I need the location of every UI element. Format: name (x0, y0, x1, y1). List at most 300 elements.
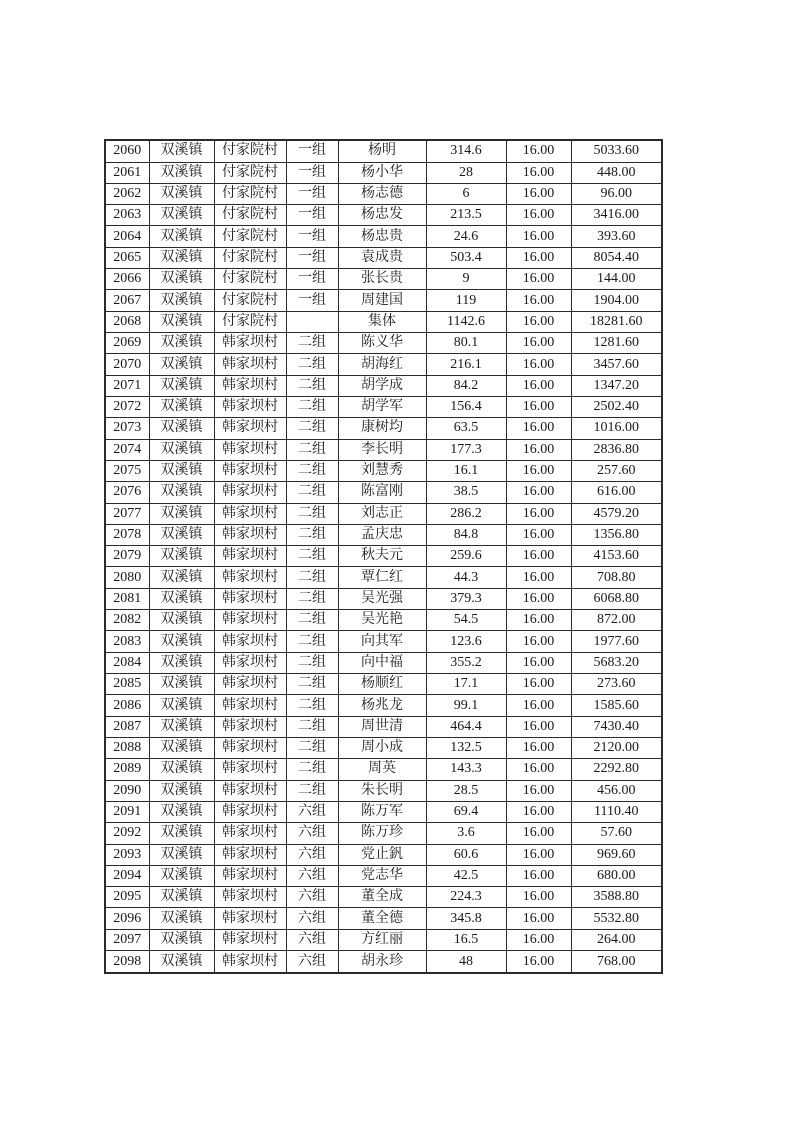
cell-village: 韩家坝村 (214, 887, 286, 908)
cell-amount: 2502.40 (571, 396, 662, 417)
cell-unit-price: 16.00 (506, 674, 571, 695)
cell-amount: 3457.60 (571, 354, 662, 375)
cell-row-id: 2087 (105, 716, 149, 737)
cell-area: 314.6 (426, 140, 506, 162)
cell-area: 80.1 (426, 333, 506, 354)
cell-row-id: 2095 (105, 887, 149, 908)
cell-area: 119 (426, 290, 506, 311)
cell-village: 韩家坝村 (214, 844, 286, 865)
cell-town: 双溪镇 (149, 524, 214, 545)
cell-village: 韩家坝村 (214, 716, 286, 737)
cell-amount: 257.60 (571, 460, 662, 481)
cell-amount: 3416.00 (571, 205, 662, 226)
cell-row-id: 2089 (105, 759, 149, 780)
cell-unit-price: 16.00 (506, 610, 571, 631)
cell-town: 双溪镇 (149, 929, 214, 950)
cell-group: 一组 (286, 140, 338, 162)
cell-town: 双溪镇 (149, 610, 214, 631)
cell-area: 216.1 (426, 354, 506, 375)
cell-group: 二组 (286, 439, 338, 460)
cell-unit-price: 16.00 (506, 737, 571, 758)
cell-name: 周英 (338, 759, 426, 780)
cell-name: 陈富刚 (338, 482, 426, 503)
cell-area: 379.3 (426, 588, 506, 609)
cell-group: 六组 (286, 951, 338, 973)
cell-amount: 18281.60 (571, 311, 662, 332)
cell-row-id: 2091 (105, 801, 149, 822)
cell-group: 二组 (286, 610, 338, 631)
cell-row-id: 2073 (105, 418, 149, 439)
cell-amount: 2120.00 (571, 737, 662, 758)
cell-row-id: 2068 (105, 311, 149, 332)
cell-amount: 96.00 (571, 183, 662, 204)
cell-unit-price: 16.00 (506, 460, 571, 481)
cell-area: 143.3 (426, 759, 506, 780)
table-row (105, 333, 662, 354)
cell-village: 韩家坝村 (214, 567, 286, 588)
cell-village: 韩家坝村 (214, 908, 286, 929)
cell-village: 韩家坝村 (214, 823, 286, 844)
cell-row-id: 2081 (105, 588, 149, 609)
cell-village: 韩家坝村 (214, 333, 286, 354)
cell-row-id: 2082 (105, 610, 149, 631)
cell-area: 54.5 (426, 610, 506, 631)
cell-amount: 7430.40 (571, 716, 662, 737)
cell-unit-price: 16.00 (506, 780, 571, 801)
cell-village: 韩家坝村 (214, 396, 286, 417)
table-row (105, 844, 662, 865)
cell-amount: 1356.80 (571, 524, 662, 545)
cell-name: 覃仁红 (338, 567, 426, 588)
cell-unit-price: 16.00 (506, 567, 571, 588)
cell-town: 双溪镇 (149, 333, 214, 354)
cell-amount: 616.00 (571, 482, 662, 503)
cell-unit-price: 16.00 (506, 951, 571, 973)
cell-area: 213.5 (426, 205, 506, 226)
cell-village: 韩家坝村 (214, 460, 286, 481)
cell-village: 韩家坝村 (214, 588, 286, 609)
cell-row-id: 2085 (105, 674, 149, 695)
cell-village: 韩家坝村 (214, 482, 286, 503)
cell-name: 陈万军 (338, 801, 426, 822)
table-row (105, 418, 662, 439)
cell-unit-price: 16.00 (506, 503, 571, 524)
cell-group: 一组 (286, 226, 338, 247)
cell-amount: 969.60 (571, 844, 662, 865)
cell-amount: 2292.80 (571, 759, 662, 780)
cell-group: 一组 (286, 247, 338, 268)
cell-village: 韩家坝村 (214, 674, 286, 695)
cell-name: 孟庆忠 (338, 524, 426, 545)
table-row (105, 567, 662, 588)
table-row (105, 674, 662, 695)
cell-area: 16.1 (426, 460, 506, 481)
cell-group: 六组 (286, 865, 338, 886)
cell-group: 二组 (286, 695, 338, 716)
cell-name: 吴光强 (338, 588, 426, 609)
table-row (105, 205, 662, 226)
cell-area: 60.6 (426, 844, 506, 865)
cell-name: 杨志德 (338, 183, 426, 204)
cell-town: 双溪镇 (149, 205, 214, 226)
cell-name: 杨顺红 (338, 674, 426, 695)
cell-area: 28 (426, 162, 506, 183)
cell-town: 双溪镇 (149, 140, 214, 162)
cell-town: 双溪镇 (149, 865, 214, 886)
cell-name: 向其军 (338, 631, 426, 652)
cell-group: 二组 (286, 524, 338, 545)
cell-amount: 1585.60 (571, 695, 662, 716)
cell-group: 六组 (286, 908, 338, 929)
cell-amount: 768.00 (571, 951, 662, 973)
cell-row-id: 2069 (105, 333, 149, 354)
cell-area: 503.4 (426, 247, 506, 268)
cell-village: 韩家坝村 (214, 951, 286, 973)
cell-group: 六组 (286, 844, 338, 865)
cell-row-id: 2080 (105, 567, 149, 588)
cell-unit-price: 16.00 (506, 759, 571, 780)
cell-amount: 448.00 (571, 162, 662, 183)
cell-area: 42.5 (426, 865, 506, 886)
cell-area: 16.5 (426, 929, 506, 950)
cell-row-id: 2096 (105, 908, 149, 929)
cell-group: 二组 (286, 588, 338, 609)
cell-name: 康树均 (338, 418, 426, 439)
cell-group: 六组 (286, 801, 338, 822)
cell-row-id: 2064 (105, 226, 149, 247)
cell-row-id: 2078 (105, 524, 149, 545)
cell-name: 杨小华 (338, 162, 426, 183)
subsidy-table (104, 139, 663, 974)
cell-village: 韩家坝村 (214, 418, 286, 439)
cell-village: 韩家坝村 (214, 929, 286, 950)
cell-town: 双溪镇 (149, 247, 214, 268)
cell-amount: 1110.40 (571, 801, 662, 822)
cell-village: 付家院村 (214, 226, 286, 247)
cell-name: 董全德 (338, 908, 426, 929)
table-row (105, 354, 662, 375)
cell-town: 双溪镇 (149, 652, 214, 673)
cell-amount: 264.00 (571, 929, 662, 950)
table-row (105, 716, 662, 737)
cell-area: 177.3 (426, 439, 506, 460)
cell-area: 84.8 (426, 524, 506, 545)
cell-unit-price: 16.00 (506, 524, 571, 545)
cell-town: 双溪镇 (149, 375, 214, 396)
cell-unit-price: 16.00 (506, 482, 571, 503)
cell-town: 双溪镇 (149, 801, 214, 822)
table-row (105, 524, 662, 545)
cell-area: 48 (426, 951, 506, 973)
table-row (105, 759, 662, 780)
cell-name: 胡永珍 (338, 951, 426, 973)
cell-name: 杨忠发 (338, 205, 426, 226)
cell-unit-price: 16.00 (506, 375, 571, 396)
cell-group: 二组 (286, 482, 338, 503)
cell-town: 双溪镇 (149, 418, 214, 439)
cell-row-id: 2061 (105, 162, 149, 183)
cell-unit-price: 16.00 (506, 695, 571, 716)
cell-town: 双溪镇 (149, 674, 214, 695)
cell-area: 123.6 (426, 631, 506, 652)
cell-name: 张长贵 (338, 269, 426, 290)
cell-row-id: 2077 (105, 503, 149, 524)
cell-village: 韩家坝村 (214, 375, 286, 396)
cell-area: 1142.6 (426, 311, 506, 332)
table-row (105, 908, 662, 929)
cell-row-id: 2062 (105, 183, 149, 204)
cell-amount: 57.60 (571, 823, 662, 844)
cell-amount: 456.00 (571, 780, 662, 801)
cell-area: 355.2 (426, 652, 506, 673)
cell-town: 双溪镇 (149, 183, 214, 204)
cell-group: 二组 (286, 759, 338, 780)
cell-amount: 872.00 (571, 610, 662, 631)
cell-row-id: 2079 (105, 546, 149, 567)
cell-group: 二组 (286, 333, 338, 354)
cell-name: 袁成贵 (338, 247, 426, 268)
cell-amount: 4579.20 (571, 503, 662, 524)
cell-unit-price: 16.00 (506, 418, 571, 439)
cell-amount: 8054.40 (571, 247, 662, 268)
table-row (105, 162, 662, 183)
cell-row-id: 2090 (105, 780, 149, 801)
cell-village: 韩家坝村 (214, 546, 286, 567)
cell-group (286, 311, 338, 332)
cell-town: 双溪镇 (149, 354, 214, 375)
table-row (105, 780, 662, 801)
cell-unit-price: 16.00 (506, 226, 571, 247)
cell-area: 464.4 (426, 716, 506, 737)
cell-village: 韩家坝村 (214, 737, 286, 758)
cell-name: 朱长明 (338, 780, 426, 801)
cell-unit-price: 16.00 (506, 823, 571, 844)
cell-name: 刘慧秀 (338, 460, 426, 481)
cell-town: 双溪镇 (149, 631, 214, 652)
cell-village: 韩家坝村 (214, 780, 286, 801)
cell-area: 132.5 (426, 737, 506, 758)
cell-town: 双溪镇 (149, 887, 214, 908)
cell-unit-price: 16.00 (506, 290, 571, 311)
cell-group: 二组 (286, 780, 338, 801)
cell-name: 董全成 (338, 887, 426, 908)
cell-row-id: 2060 (105, 140, 149, 162)
cell-name: 刘志正 (338, 503, 426, 524)
cell-unit-price: 16.00 (506, 354, 571, 375)
table-row (105, 737, 662, 758)
cell-amount: 1977.60 (571, 631, 662, 652)
cell-village: 韩家坝村 (214, 354, 286, 375)
cell-name: 秋夫元 (338, 546, 426, 567)
cell-row-id: 2071 (105, 375, 149, 396)
table-row (105, 631, 662, 652)
cell-unit-price: 16.00 (506, 652, 571, 673)
table-row (105, 311, 662, 332)
cell-row-id: 2072 (105, 396, 149, 417)
cell-town: 双溪镇 (149, 226, 214, 247)
cell-group: 二组 (286, 674, 338, 695)
cell-town: 双溪镇 (149, 439, 214, 460)
table-row (105, 652, 662, 673)
cell-name: 陈万珍 (338, 823, 426, 844)
cell-unit-price: 16.00 (506, 801, 571, 822)
cell-area: 44.3 (426, 567, 506, 588)
cell-town: 双溪镇 (149, 567, 214, 588)
table-row (105, 439, 662, 460)
cell-village: 韩家坝村 (214, 610, 286, 631)
cell-town: 双溪镇 (149, 162, 214, 183)
cell-village: 付家院村 (214, 290, 286, 311)
cell-unit-price: 16.00 (506, 908, 571, 929)
cell-name: 杨兆龙 (338, 695, 426, 716)
cell-name: 胡海红 (338, 354, 426, 375)
cell-amount: 4153.60 (571, 546, 662, 567)
cell-town: 双溪镇 (149, 716, 214, 737)
cell-town: 双溪镇 (149, 482, 214, 503)
cell-unit-price: 16.00 (506, 716, 571, 737)
cell-name: 集体 (338, 311, 426, 332)
subsidy-table-body (105, 140, 662, 973)
cell-row-id: 2084 (105, 652, 149, 673)
cell-unit-price: 16.00 (506, 333, 571, 354)
cell-group: 二组 (286, 503, 338, 524)
cell-area: 259.6 (426, 546, 506, 567)
cell-village: 付家院村 (214, 247, 286, 268)
cell-group: 一组 (286, 205, 338, 226)
cell-unit-price: 16.00 (506, 865, 571, 886)
table-row (105, 801, 662, 822)
cell-town: 双溪镇 (149, 951, 214, 973)
cell-town: 双溪镇 (149, 311, 214, 332)
cell-amount: 6068.80 (571, 588, 662, 609)
cell-group: 二组 (286, 546, 338, 567)
cell-group: 二组 (286, 652, 338, 673)
cell-group: 二组 (286, 737, 338, 758)
table-row (105, 183, 662, 204)
table-row (105, 290, 662, 311)
cell-name: 向中福 (338, 652, 426, 673)
cell-row-id: 2074 (105, 439, 149, 460)
cell-amount: 144.00 (571, 269, 662, 290)
cell-row-id: 2065 (105, 247, 149, 268)
table-row (105, 460, 662, 481)
cell-village: 韩家坝村 (214, 631, 286, 652)
cell-village: 付家院村 (214, 311, 286, 332)
cell-group: 二组 (286, 396, 338, 417)
cell-group: 二组 (286, 567, 338, 588)
cell-row-id: 2094 (105, 865, 149, 886)
cell-area: 63.5 (426, 418, 506, 439)
cell-amount: 708.80 (571, 567, 662, 588)
cell-group: 二组 (286, 354, 338, 375)
cell-area: 38.5 (426, 482, 506, 503)
cell-name: 党志华 (338, 865, 426, 886)
cell-unit-price: 16.00 (506, 269, 571, 290)
cell-unit-price: 16.00 (506, 631, 571, 652)
cell-unit-price: 16.00 (506, 588, 571, 609)
cell-name: 周建国 (338, 290, 426, 311)
cell-unit-price: 16.00 (506, 396, 571, 417)
cell-group: 一组 (286, 183, 338, 204)
cell-area: 84.2 (426, 375, 506, 396)
cell-name: 周世清 (338, 716, 426, 737)
table-row (105, 610, 662, 631)
cell-amount: 1347.20 (571, 375, 662, 396)
cell-town: 双溪镇 (149, 759, 214, 780)
cell-village: 韩家坝村 (214, 759, 286, 780)
cell-name: 胡学军 (338, 396, 426, 417)
cell-town: 双溪镇 (149, 460, 214, 481)
cell-amount: 273.60 (571, 674, 662, 695)
cell-town: 双溪镇 (149, 823, 214, 844)
cell-group: 一组 (286, 162, 338, 183)
cell-area: 286.2 (426, 503, 506, 524)
cell-village: 韩家坝村 (214, 865, 286, 886)
cell-amount: 2836.80 (571, 439, 662, 460)
cell-area: 224.3 (426, 887, 506, 908)
cell-amount: 3588.80 (571, 887, 662, 908)
table-row (105, 247, 662, 268)
cell-amount: 5532.80 (571, 908, 662, 929)
cell-group: 二组 (286, 716, 338, 737)
cell-row-id: 2098 (105, 951, 149, 973)
cell-area: 99.1 (426, 695, 506, 716)
cell-group: 六组 (286, 823, 338, 844)
cell-name: 周小成 (338, 737, 426, 758)
cell-row-id: 2086 (105, 695, 149, 716)
cell-group: 一组 (286, 269, 338, 290)
cell-row-id: 2066 (105, 269, 149, 290)
cell-group: 六组 (286, 929, 338, 950)
cell-group: 一组 (286, 290, 338, 311)
cell-amount: 5033.60 (571, 140, 662, 162)
cell-town: 双溪镇 (149, 269, 214, 290)
cell-village: 付家院村 (214, 269, 286, 290)
cell-village: 付家院村 (214, 162, 286, 183)
cell-town: 双溪镇 (149, 546, 214, 567)
cell-name: 吴光艳 (338, 610, 426, 631)
cell-town: 双溪镇 (149, 908, 214, 929)
cell-unit-price: 16.00 (506, 929, 571, 950)
cell-area: 9 (426, 269, 506, 290)
table-row (105, 396, 662, 417)
cell-group: 二组 (286, 375, 338, 396)
cell-area: 28.5 (426, 780, 506, 801)
cell-area: 156.4 (426, 396, 506, 417)
cell-area: 345.8 (426, 908, 506, 929)
cell-name: 陈义华 (338, 333, 426, 354)
cell-row-id: 2070 (105, 354, 149, 375)
cell-unit-price: 16.00 (506, 439, 571, 460)
table-row (105, 823, 662, 844)
cell-name: 杨明 (338, 140, 426, 162)
cell-town: 双溪镇 (149, 737, 214, 758)
table-row (105, 865, 662, 886)
cell-area: 24.6 (426, 226, 506, 247)
table-row (105, 269, 662, 290)
table-row (105, 951, 662, 973)
cell-town: 双溪镇 (149, 780, 214, 801)
cell-unit-price: 16.00 (506, 183, 571, 204)
cell-town: 双溪镇 (149, 503, 214, 524)
table-row (105, 929, 662, 950)
cell-amount: 5683.20 (571, 652, 662, 673)
cell-amount: 680.00 (571, 865, 662, 886)
cell-amount: 393.60 (571, 226, 662, 247)
cell-village: 韩家坝村 (214, 524, 286, 545)
cell-village: 付家院村 (214, 205, 286, 226)
cell-name: 李长明 (338, 439, 426, 460)
